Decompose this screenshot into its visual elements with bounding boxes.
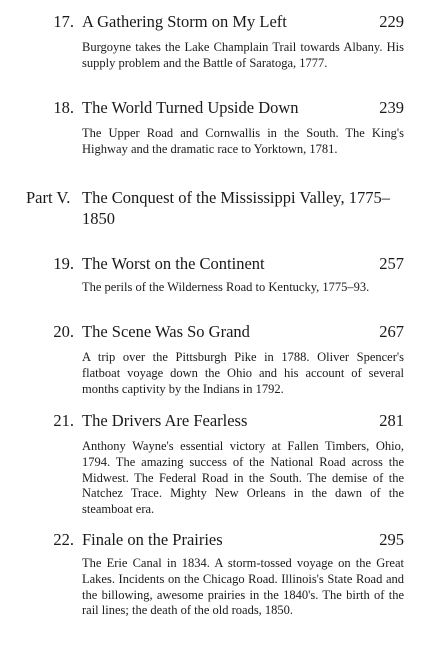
toc-entry-20 [0, 320, 436, 396]
page-number: 281 [379, 411, 404, 430]
chapter-title: The Worst on the Continent [82, 254, 265, 273]
chapter-description: The perils of the Wilderness Road to Kentucky, 1775–93. [82, 280, 370, 294]
chapter-description: Anthony Wayne's essential victory at Fallen Timbers, Ohio, 1794. The amazing success of the National Road across the Midwest. The Federal Road in the South. The demise of the Natchez Trace. Mighty New Orleans in the dawn of the steamboat era. [82, 439, 404, 517]
chapter-number: 22. [53, 530, 74, 549]
toc-entry-17 [0, 10, 436, 70]
toc-entry-heading [0, 96, 436, 120]
page-number: 295 [379, 530, 404, 549]
page-number: 257 [379, 254, 404, 273]
chapter-title: The Drivers Are Fearless [82, 411, 248, 430]
chapter-description: Burgoyne takes the Lake Champlain Trail towards Albany. His supply problem and the Battle of Saratoga, 1777. [82, 40, 404, 70]
toc-entry-19 [0, 252, 436, 294]
chapter-title: The World Turned Upside Down [82, 98, 299, 117]
toc-entry-18 [0, 96, 436, 156]
chapter-description: The Upper Road and Cornwallis in the South. The King's Highway and the dramatic race to Yorktown, 1781. [82, 126, 404, 156]
toc-entry-heading [0, 252, 436, 276]
toc-entry-22 [0, 528, 436, 618]
toc-entry-heading [0, 528, 436, 552]
chapter-number: 21. [53, 411, 74, 430]
chapter-number: 20. [53, 322, 74, 341]
part-label: Part V. [26, 188, 71, 207]
chapter-number: 17. [53, 12, 74, 31]
toc-entry-21 [0, 409, 436, 517]
chapter-number: 19. [53, 254, 74, 273]
page-number: 267 [379, 322, 404, 341]
chapter-number: 18. [53, 98, 74, 117]
chapter-title: Finale on the Prairies [82, 530, 223, 549]
page-number: 229 [379, 12, 404, 31]
toc-entry-heading [0, 320, 436, 344]
chapter-description: The Erie Canal in 1834. A storm-tossed voyage on the Great Lakes. Incidents on the Chicago Road. Illinois's State Road and the billowing, awesome prairies in the 1840's. The birth of the rail lines; the death of the old roads, 1850. [82, 556, 404, 618]
chapter-title: A Gathering Storm on My Left [82, 12, 287, 31]
toc-entry-heading [0, 409, 436, 433]
part-title: The Conquest of the Mississippi Valley, 1775–1850 [82, 188, 390, 228]
chapter-title: The Scene Was So Grand [82, 322, 250, 341]
toc-entry-heading [0, 10, 436, 34]
page-number: 239 [379, 98, 404, 117]
chapter-description: A trip over the Pittsburgh Pike in 1788. Oliver Spencer's flatboat voyage down the Ohio and his account of several months captivity by the Indians in 1792. [82, 350, 404, 396]
